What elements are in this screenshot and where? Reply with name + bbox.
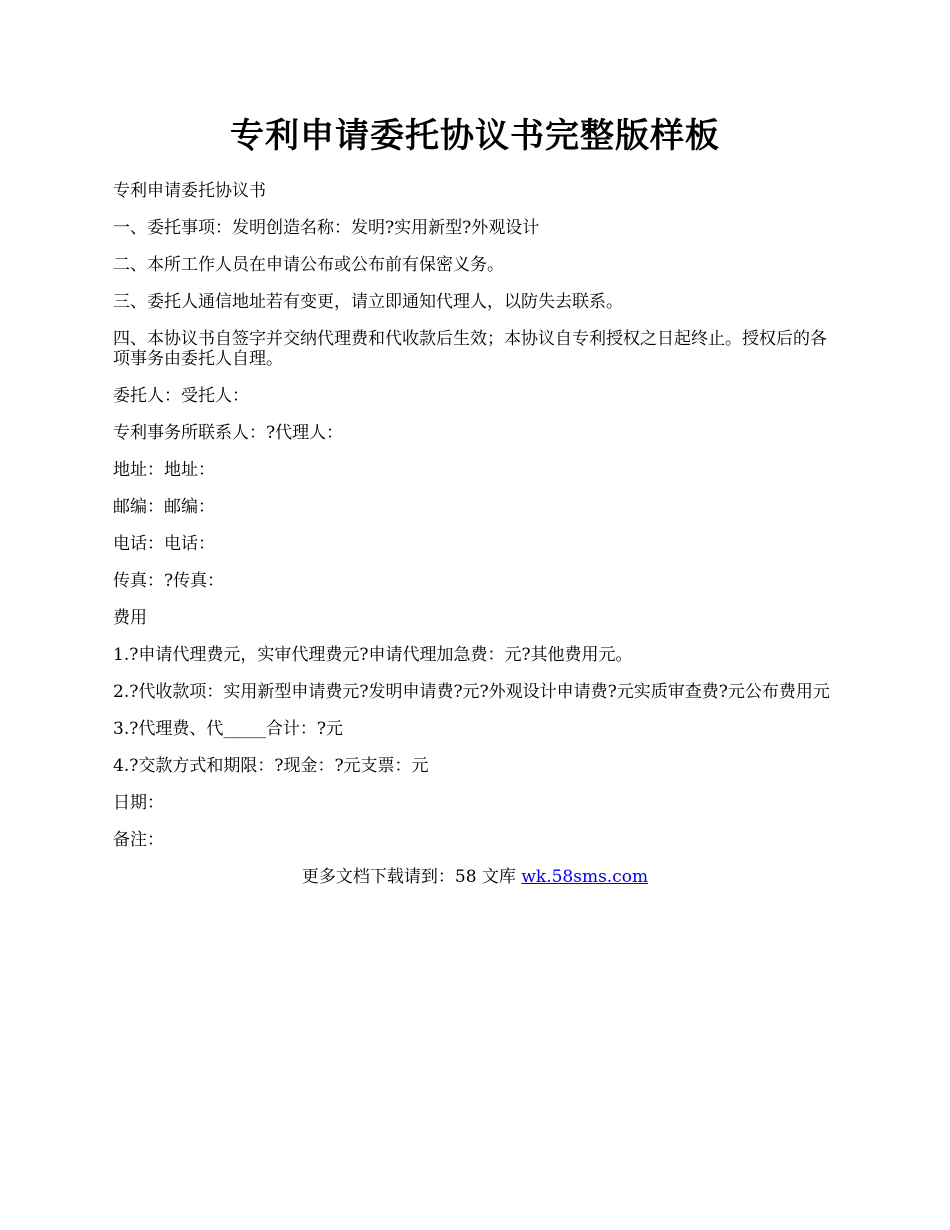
document-title: 专利申请委托协议书完整版样板 — [230, 116, 720, 156]
footer-link[interactable]: wk.58sms.com — [521, 867, 649, 887]
fee-item-3: 3.?代理费、代_____合计：?元 — [113, 719, 343, 739]
fee-item-1: 1.?申请代理费元，实审代理费元?申请代理加急费：元?其他费用元。 — [113, 645, 633, 665]
date-line: 日期： — [113, 793, 164, 813]
clause-1: 一、委托事项：发明创造名称：发明?实用新型?外观设计 — [113, 218, 540, 238]
download-footer — [113, 867, 837, 887]
postcode-line: 邮编：邮编： — [113, 497, 215, 517]
fax-line: 传真：?传真： — [113, 571, 225, 591]
clause-3: 三、委托人通信地址若有变更，请立即通知代理人，以防失去联系。 — [113, 292, 623, 312]
footer-text: 更多文档下载请到：58 文库 — [301, 867, 522, 887]
fees-heading: 费用 — [113, 608, 147, 628]
fee-item-2: 2.?代收款项：实用新型申请费元?发明申请费?元?外观设计申请费?元实质审查费?元公布费用元 — [113, 682, 830, 702]
contact-line: 专利事务所联系人：?代理人： — [113, 423, 344, 443]
phone-line: 电话：电话： — [113, 534, 215, 554]
remarks-line: 备注： — [113, 830, 164, 850]
fee-item-4: 4.?交款方式和期限：?现金：?元支票：元 — [113, 756, 429, 776]
doc-subtitle: 专利申请委托协议书 — [113, 181, 266, 201]
parties-line: 委托人：受托人： — [113, 386, 249, 406]
address-line: 地址：地址： — [113, 460, 215, 480]
clause-4: 四、本协议书自签字并交纳代理费和代收款后生效；本协议自专利授权之日起终止。授权后的各项事务由委托人自理。 — [113, 329, 827, 369]
clause-2: 二、本所工作人员在申请公布或公布前有保密义务。 — [113, 255, 504, 275]
